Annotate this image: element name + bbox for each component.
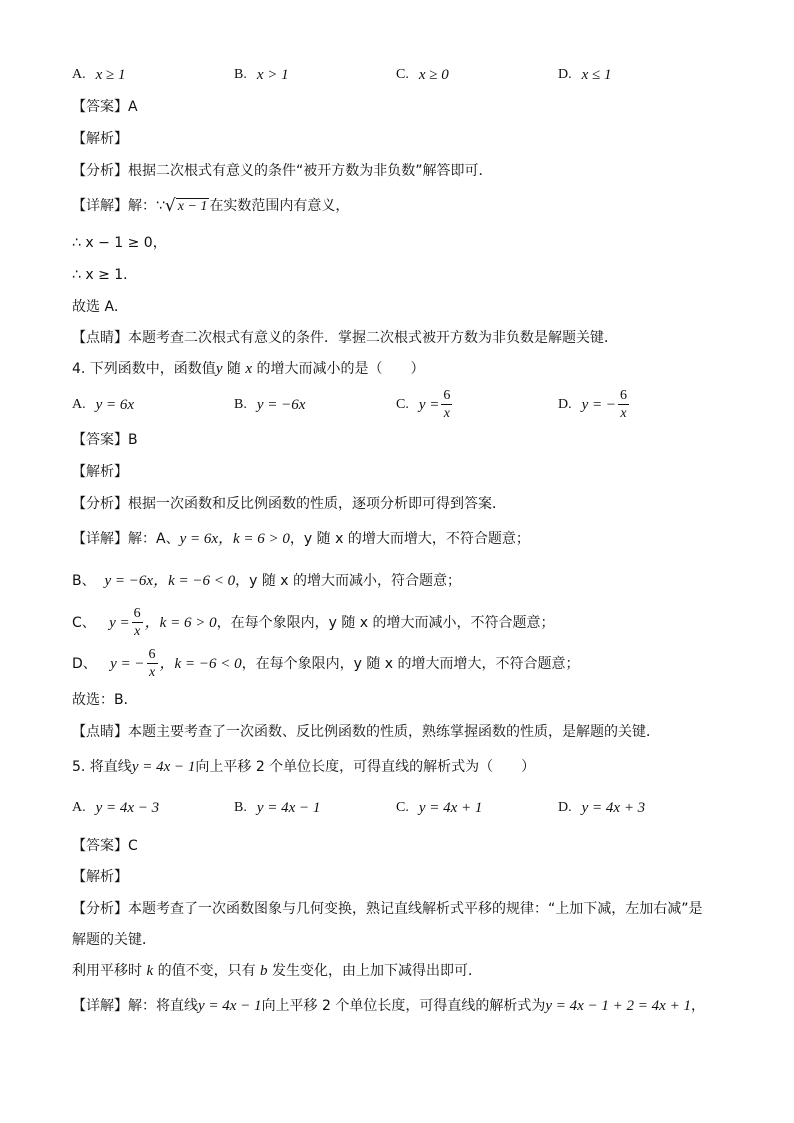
detail-k: ，k = 6 > 0 <box>144 615 217 631</box>
q4-key-point: 【点睛】本题主要考查了一次函数、反比例函数的性质，熟练掌握函数的性质，是解题的关键． <box>72 724 660 740</box>
fraction <box>618 389 629 421</box>
q5-option-b <box>234 793 320 823</box>
detail-end: ， <box>690 998 705 1014</box>
detail-expression-2: y = 4x − 1 + 2 = 4x + 1 <box>545 998 691 1014</box>
q5-analysis-heading: 【解析】 <box>72 869 128 885</box>
q5-question <box>72 757 535 777</box>
q4-analysis: 【分析】根据一次函数和反比例函数的性质，逐项分析即可得到答案． <box>72 496 506 512</box>
q3-choose: 故选 A． <box>72 299 129 315</box>
q4-question-post: 的增大而减小的是（ ） <box>252 361 425 377</box>
fraction-numerator: 6 <box>148 647 156 662</box>
q4-question-x: x <box>245 361 253 377</box>
detail-prefix: D、 <box>72 656 97 672</box>
detail-k: ，k = −6 < 0 <box>153 573 236 589</box>
q3-analysis: 【分析】根据二次根式有意义的条件“被开方数为非负数”解答即可． <box>72 163 493 179</box>
q4-detail-a <box>72 529 530 549</box>
detail-text: ，y 随 x 的增大而减小，符合题意； <box>235 573 462 589</box>
fraction <box>132 607 143 639</box>
detail-expression: y = <box>109 615 130 631</box>
option-label: C. <box>396 800 409 815</box>
option-label: D. <box>558 800 572 815</box>
q3-analysis-heading: 【解析】 <box>72 131 128 147</box>
fraction-denominator: x <box>620 406 627 421</box>
detail-expression: y = −6x <box>104 573 154 589</box>
fraction <box>147 648 158 680</box>
option-label: A. <box>72 397 86 412</box>
q4-choose: 故选：B． <box>72 692 138 708</box>
option-label: B. <box>234 67 247 82</box>
fraction-denominator: x <box>148 665 156 680</box>
q5-option-c <box>396 793 482 823</box>
q5-question-post: 向上平移 2 个单位长度，可得直线的解析式为（ ） <box>195 759 536 775</box>
q5-question-pre: 5. 将直线 <box>72 759 132 775</box>
q3-options <box>72 60 732 90</box>
q4-detail-d <box>72 647 580 681</box>
sqrt-expression <box>164 195 210 216</box>
detail-k: ，k = −6 < 0 <box>159 656 242 672</box>
q5-analysis-line-1: 【分析】本题考查了一次函数图象与几何变换，熟记直线解析式平移的规律：“上加下减，左加右减”是 <box>72 901 703 917</box>
option-expression: x ≥ 1 <box>95 66 126 83</box>
q5-options <box>72 793 732 823</box>
detail-text: ，在每个象限内，y 随 x 的增大而增大，不符合题意； <box>241 656 580 672</box>
detail-k: ，k = 6 > 0 <box>218 531 290 547</box>
q3-key-point: 【点睛】本题考查二次根式有意义的条件．掌握二次根式被开方数为非负数是解题关键． <box>72 330 618 346</box>
detail-prefix: 【详解】解：A、 <box>72 531 180 547</box>
q4-option-c <box>396 388 454 422</box>
q4-option-b <box>234 388 305 422</box>
fraction-numerator: 6 <box>133 606 141 621</box>
q4-question <box>72 359 425 379</box>
fraction-numerator: 6 <box>620 388 628 403</box>
detail-prefix: C、 <box>72 615 96 631</box>
q3-detail-suffix: 在实数范围内有意义， <box>209 198 350 214</box>
q3-option-d <box>558 60 612 90</box>
q4-analysis-heading: 【解析】 <box>72 464 128 480</box>
option-expression: x ≤ 1 <box>581 66 612 83</box>
q3-step-2: ∴ x ≥ 1． <box>72 267 138 283</box>
text: 的值不变，只有 <box>153 963 261 979</box>
text: 利用平移时 <box>72 963 147 979</box>
q4-option-a <box>72 388 134 422</box>
option-expression: y = −6x <box>256 396 306 413</box>
detail-expression: y = 6x <box>179 531 219 547</box>
option-label: A. <box>72 67 86 82</box>
option-label: D. <box>558 67 572 82</box>
q4-options <box>72 388 732 422</box>
option-expression: y = 4x + 1 <box>418 799 483 816</box>
option-expression: y = − <box>581 396 617 413</box>
q4-detail-b <box>72 571 461 591</box>
q5-analysis-line-3 <box>72 961 482 981</box>
q4-question-pre: 4. 下列函数中，函数值 <box>72 361 216 377</box>
fraction-numerator: 6 <box>443 388 451 403</box>
option-label: B. <box>234 800 247 815</box>
var-b: b <box>260 963 268 979</box>
option-label: C. <box>396 397 409 412</box>
detail-text: ，y 随 x 的增大而增大，不符合题意； <box>289 531 530 547</box>
option-expression: x > 1 <box>256 66 289 83</box>
var-k: k <box>146 963 154 979</box>
option-label: C. <box>396 67 409 82</box>
fraction <box>441 389 452 421</box>
q3-detail-prefix: 【详解】解：∵ <box>72 198 165 214</box>
q3-detail <box>72 196 349 216</box>
q5-detail <box>72 996 705 1016</box>
q5-option-a <box>72 793 159 823</box>
q4-answer: 【答案】B <box>72 432 138 448</box>
option-expression: x ≥ 0 <box>418 66 449 83</box>
q5-analysis-line-2: 解题的关键． <box>72 932 156 948</box>
sqrt-sign: √ <box>164 195 176 216</box>
q5-answer: 【答案】C <box>72 838 138 854</box>
detail-expression-1: y = 4x − 1 <box>198 998 262 1014</box>
q4-detail-c <box>72 606 555 640</box>
fraction-denominator: x <box>134 624 141 639</box>
option-expression: y = 4x − 1 <box>256 799 321 816</box>
q5-question-expression: y = 4x − 1 <box>131 759 196 775</box>
option-expression: y = 6x <box>95 396 135 413</box>
detail-text: ，在每个象限内，y 随 x 的增大而减小，不符合题意； <box>216 615 555 631</box>
text: 发生变化，由上加下减得出即可． <box>267 963 482 979</box>
detail-prefix: 【详解】解：将直线 <box>72 998 198 1014</box>
q3-answer: 【答案】A <box>72 99 138 115</box>
q3-option-c <box>396 60 449 90</box>
q4-question-y: y <box>215 361 223 377</box>
q4-question-mid: 随 <box>222 361 246 377</box>
option-expression: y = <box>418 396 440 413</box>
q5-option-d <box>558 793 645 823</box>
option-label: D. <box>558 397 572 412</box>
q3-step-1: ∴ x − 1 ≥ 0， <box>72 235 167 251</box>
detail-text: 向上平移 2 个单位长度，可得直线的解析式为 <box>261 998 546 1014</box>
option-expression: y = 4x − 3 <box>95 799 160 816</box>
radicand: x − 1 <box>177 198 208 214</box>
option-label: A. <box>72 800 86 815</box>
q4-option-d <box>558 388 631 422</box>
option-label: B. <box>234 397 247 412</box>
detail-expression: y = − <box>110 656 145 672</box>
detail-prefix: B、 <box>72 573 96 589</box>
q3-option-a <box>72 60 126 90</box>
q3-option-b <box>234 60 289 90</box>
fraction-denominator: x <box>443 406 450 421</box>
option-expression: y = 4x + 3 <box>581 799 646 816</box>
